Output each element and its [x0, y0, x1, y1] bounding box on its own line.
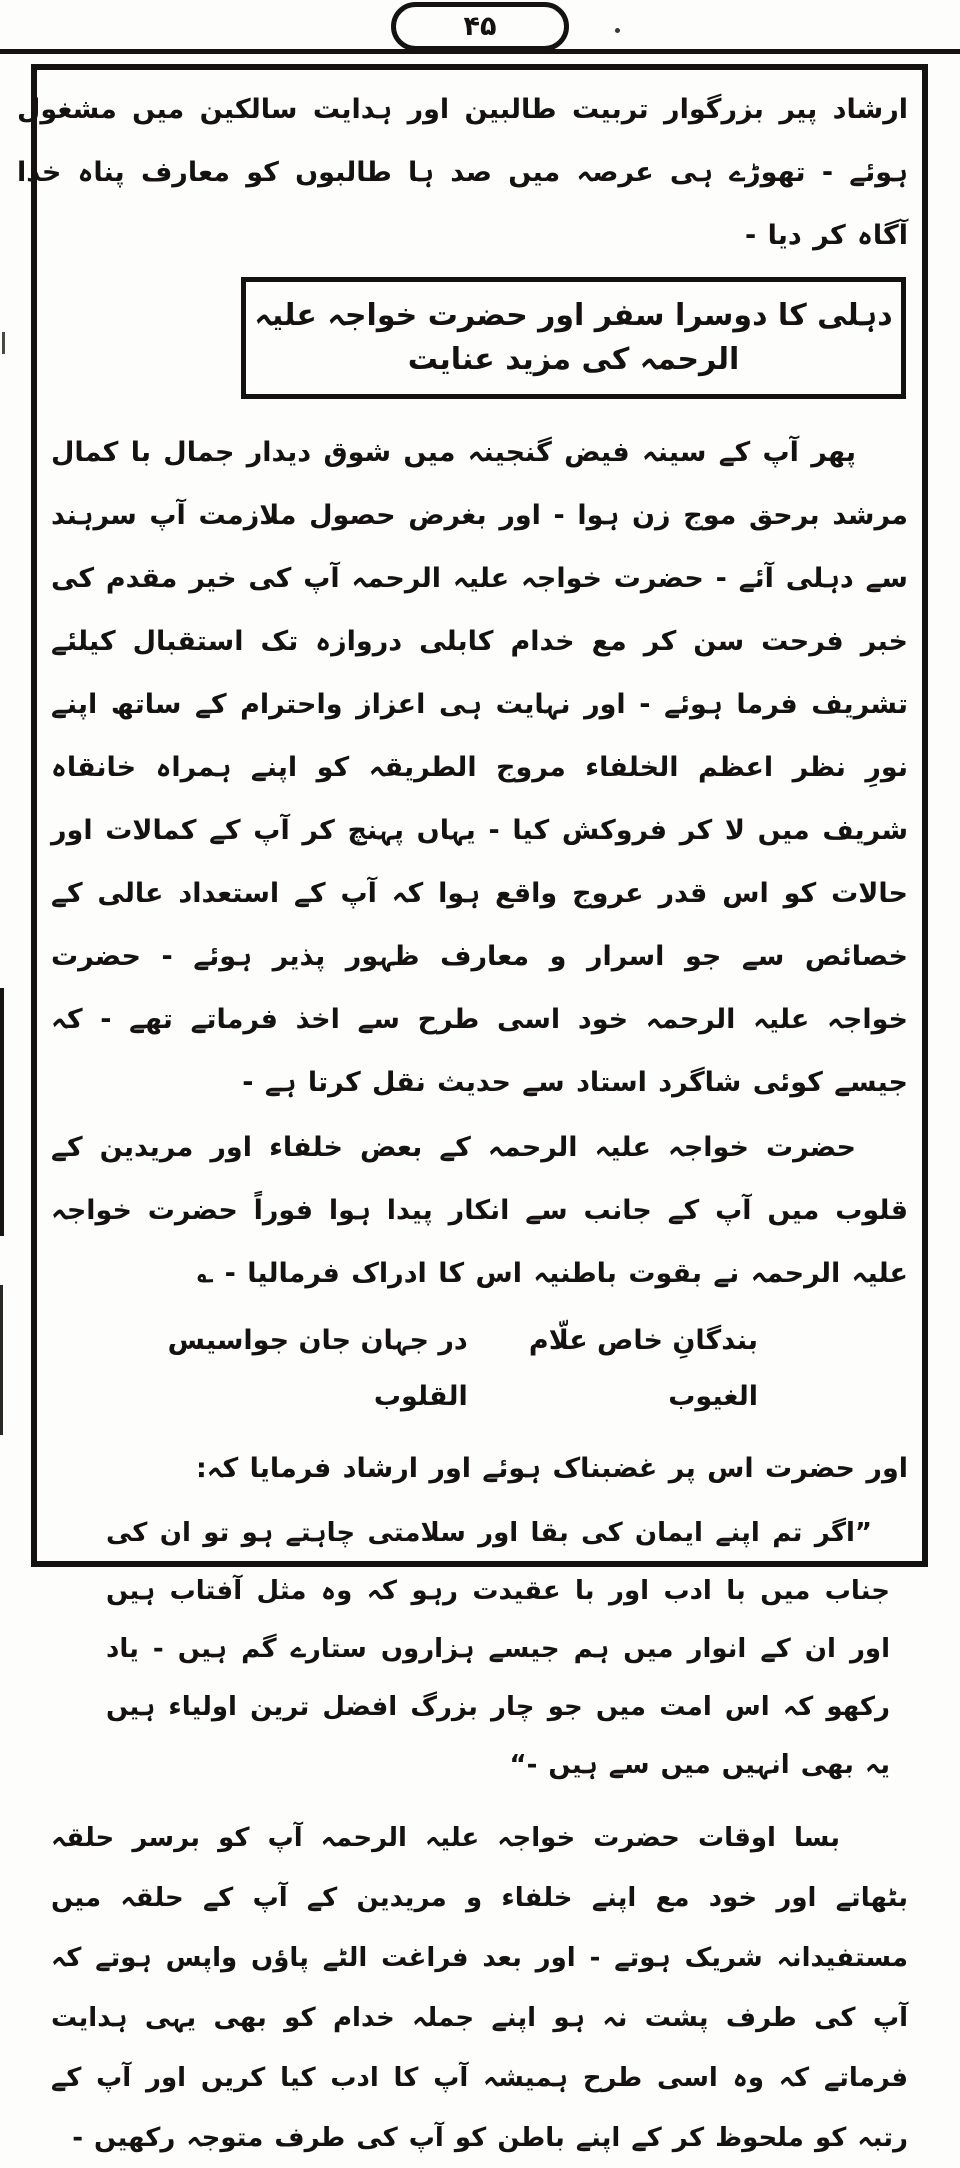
- paragraph-respect-instruction: بسا اوقات حضرت خواجہ علیہ الرحمہ آپ کو برسر حلقہ بٹھاتے اور خود مع اپنے خلفاء و مریدین کے آپ کے حلقہ میں مستفیدانہ شریک ہوتے - اور بعد فراغت الٹے پاؤں واپس ہوتے کہ آپ کی طرف پشت نہ ہو اپنے جملہ خدام کو بھی یہی ہدایت فرماتے کہ وہ اسی طرح ہمیشہ آپ کا ادب کیا کریں اور آپ کے رتبہ کو ملحوظ کر کے اپنے باطن کو آپ کی طرف متوجہ رکھیں -: [51, 1823, 908, 2153]
- scan-edge-artifact: [0, 988, 4, 1236]
- page-border-frame: [17, 64, 928, 2153]
- page-number: ۴۵: [463, 11, 497, 42]
- couplet-hemistich-right: بندگانِ خاص علّام الغیوب: [528, 1325, 758, 1412]
- section-heading: دہلی کا دوسرا سفر اور حضرت خواجہ علیہ الرحمہ کی مزید عنایت: [254, 298, 893, 377]
- scan-edge-artifact: [2, 332, 5, 354]
- persian-couplet: [51, 1305, 908, 1433]
- ink-speck: [615, 28, 620, 33]
- page-number-badge: [391, 2, 569, 51]
- paragraph-disciples-denial: حضرت خواجہ علیہ الرحمہ کے بعض خلفاء اور مریدین کے قلوب میں آپ کے جانب سے انکار پیدا ہوا فوراً حضرت خواجہ علیہ الرحمہ نے بقوت باطنیہ اس کا ادراک فرمالیا - ؎: [51, 1132, 908, 1289]
- intro-paragraph: ارشاد پیر بزرگوار تربیت طالبین اور ہدایت سالکین میں مشغول ہوئے - تھوڑے ہی عرصہ میں صد ہا طالبوں کو معارف پناہ خدا آگاہ کر دیا -: [17, 94, 908, 251]
- paragraph-second-journey: پھر آپ کے سینہ فیض گنجینہ میں شوق دیدار جمال با کمال مرشد برحق موج زن ہوا - اور بغرض حصول ملازمت آپ سرہند سے دہلی آئے - حضرت خواجہ علیہ الرحمہ آپ کی خیر مقدم کی خبر فرحت سن کر مع خدام کابلی دروازہ تک استقبال کیلئے تشریف فرما ہوئے - اور نہایت ہی اعزاز واحترام کے ساتھ اپنے نورِ نظر اعظم الخلفاء مروج الطریقہ کو اپنے ہمراہ خانقاہ شریف میں لا کر فروکش کیا - یہاں پہنچ کر آپ کے کمالات اور حالات کو اس قدر عروج واقع ہوا کہ آپ کے استعداد عالی کے خصائص سے جو اسرار و معارف ظہور پذیر ہوئے - حضرت خواجہ علیہ الرحمہ خود اسی طرح سے اخذ فرماتے تھے - کہ جیسے کوئی شاگرد استاد سے حدیث نقل کرتا ہے -: [51, 437, 908, 1098]
- couplet-hemistich-left: در جہان جان جواسیس القلوب: [167, 1325, 468, 1412]
- paragraph-displeasure: اور حضرت اس پر غضبناک ہوئے اور ارشاد فرمایا کہ:: [195, 1453, 908, 1484]
- scan-edge-artifact: [0, 1285, 3, 1435]
- page-content: [17, 78, 908, 2168]
- section-heading-box: [241, 277, 906, 399]
- quoted-admonition: ”اگر تم اپنے ایمان کی بقا اور سلامتی چاہتے ہو تو ان کی جناب میں با ادب اور با عقیدت رہو کہ وہ مثل آفتاب ہیں اور ان کے انوار میں ہم جیسے ہزاروں ستارے گم ہیں - یاد رکھو کہ اس امت میں جو چار بزرگ افضل ترین اولیاء ہیں یہ بھی انہیں میں سے ہیں -“: [106, 1518, 890, 1780]
